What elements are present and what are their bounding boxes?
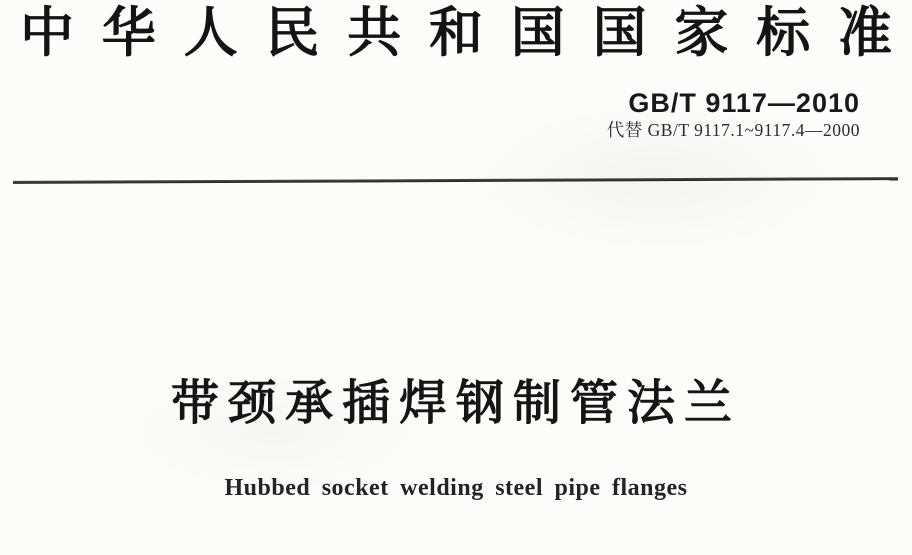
standard-code-block (607, 88, 860, 140)
document-title-english: Hubbed socket welding steel pipe flanges (224, 475, 688, 501)
document-title-chinese: 带颈承插焊钢制管法兰 (170, 377, 741, 430)
national-standard-banner: 中华人民共和国国家标准 (20, 3, 892, 63)
replaces-note: 代替 GB/T 9117.1~9117.4—2000 (606, 120, 860, 140)
horizontal-rule (13, 177, 898, 184)
standard-code: GB/T 9117—2010 (628, 88, 860, 118)
